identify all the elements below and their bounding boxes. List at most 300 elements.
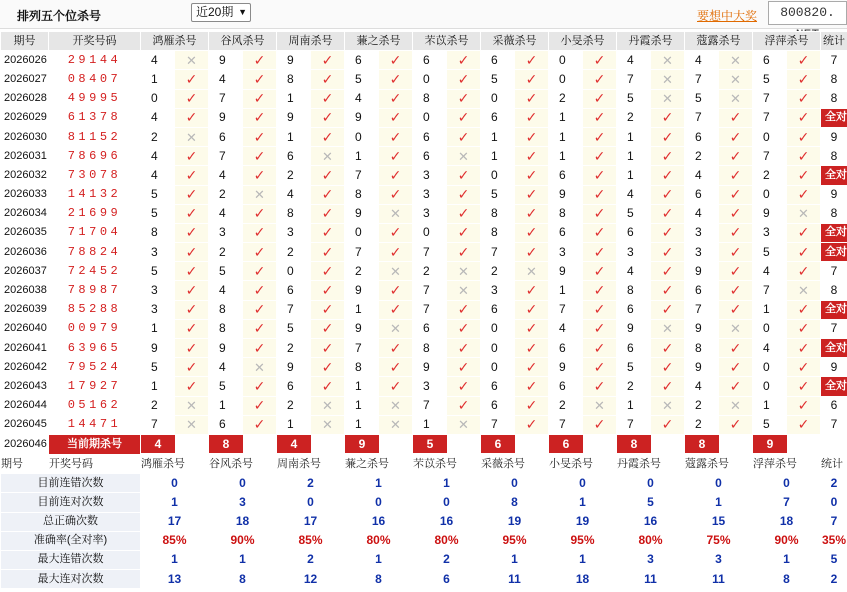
check-icon: ✓	[175, 281, 209, 300]
check-icon: ✓	[379, 108, 413, 127]
table-row	[1, 185, 847, 204]
kill-number-cell: 6	[549, 377, 583, 396]
kill-number-cell: 1	[345, 377, 379, 396]
issue-cell: 2026033	[1, 185, 49, 204]
kill-number-cell: 1	[141, 70, 175, 89]
check-icon: ✓	[515, 396, 549, 415]
check-icon: ✓	[175, 70, 209, 89]
check-icon: ✓	[311, 281, 345, 300]
stats-value: 8	[209, 570, 277, 589]
stat-cell: 6	[821, 396, 847, 415]
stats-value: 3	[617, 550, 685, 569]
issue-cell: 2026027	[1, 70, 49, 89]
cross-icon: ✕	[447, 281, 481, 300]
issue-cell: 2026031	[1, 147, 49, 166]
stats-value: 1	[345, 474, 413, 493]
kill-number-cell: 6	[753, 51, 787, 70]
check-icon: ✓	[379, 147, 413, 166]
kill-number-cell: 4	[209, 204, 243, 223]
stats-value: 95%	[549, 531, 617, 550]
kill-number-cell: 4	[617, 51, 651, 70]
stats-value: 35%	[821, 531, 847, 550]
issue-cell: 2026045	[1, 415, 49, 434]
check-icon: ✓	[379, 339, 413, 358]
header-killer: 芣苡杀号	[413, 32, 481, 51]
table-row	[1, 223, 847, 242]
stats-value: 90%	[209, 531, 277, 550]
stats-value: 2	[277, 550, 345, 569]
issue-cell: 2026036	[1, 243, 49, 262]
table-row	[1, 70, 847, 89]
check-icon: ✓	[719, 262, 753, 281]
check-icon: ✓	[311, 319, 345, 338]
kill-number-cell: 5	[753, 415, 787, 434]
stats-value: 5	[617, 493, 685, 512]
check-icon: ✓	[515, 108, 549, 127]
stats-value: 2	[821, 570, 847, 589]
kill-number-cell: 8	[209, 319, 243, 338]
stat-cell: 8	[821, 147, 847, 166]
current-kill-cell	[549, 434, 617, 454]
stats-value: 6	[413, 570, 481, 589]
header-killer: 丹霞杀号	[617, 32, 685, 51]
kill-number-cell: 6	[617, 339, 651, 358]
cross-icon: ✕	[719, 51, 753, 70]
kill-number-cell: 9	[685, 262, 719, 281]
check-icon: ✓	[379, 89, 413, 108]
issue-cell: 2026038	[1, 281, 49, 300]
kill-number-cell: 5	[617, 358, 651, 377]
current-period-row	[1, 434, 847, 454]
stats-value: 90%	[753, 531, 821, 550]
current-issue-cell: 2026046	[1, 434, 49, 454]
stats-value: 1	[685, 493, 753, 512]
check-icon: ✓	[719, 339, 753, 358]
kill-number-cell: 9	[209, 108, 243, 127]
cross-icon: ✕	[379, 204, 413, 223]
table-row	[1, 396, 847, 415]
current-row	[1, 434, 847, 454]
kill-number-cell: 3	[413, 166, 447, 185]
current-kill-badge: 5	[413, 435, 447, 453]
cross-icon: ✕	[447, 147, 481, 166]
stats-header	[1, 454, 847, 473]
kill-number-cell: 6	[549, 166, 583, 185]
stat-cell: 7	[821, 51, 847, 70]
cross-icon: ✕	[583, 396, 617, 415]
cross-icon: ✕	[379, 415, 413, 434]
kill-number-cell: 3	[209, 223, 243, 242]
kill-number-cell: 7	[549, 415, 583, 434]
kill-number-cell: 2	[345, 262, 379, 281]
kill-number-cell: 7	[345, 243, 379, 262]
check-icon: ✓	[379, 51, 413, 70]
check-icon: ✓	[583, 243, 617, 262]
period-range-select[interactable]	[191, 3, 251, 22]
kill-number-cell: 2	[277, 396, 311, 415]
kill-number-cell: 1	[481, 147, 515, 166]
check-icon: ✓	[175, 185, 209, 204]
kill-number-cell: 6	[685, 281, 719, 300]
kill-number-cell: 1	[413, 415, 447, 434]
kill-number-cell: 2	[617, 377, 651, 396]
stats-value: 3	[209, 493, 277, 512]
check-icon: ✓	[311, 300, 345, 319]
check-icon: ✓	[311, 127, 345, 146]
check-icon: ✓	[515, 166, 549, 185]
kill-number-cell: 0	[481, 319, 515, 338]
cross-icon: ✕	[787, 281, 821, 300]
stats-value: 2	[413, 550, 481, 569]
check-icon: ✓	[583, 223, 617, 242]
stat-cell: 8	[821, 204, 847, 223]
kill-number-cell: 0	[413, 108, 447, 127]
check-icon: ✓	[243, 243, 277, 262]
cross-icon: ✕	[379, 396, 413, 415]
kill-number-cell: 7	[753, 281, 787, 300]
kill-number-cell: 9	[345, 281, 379, 300]
issue-cell: 2026032	[1, 166, 49, 185]
cross-icon: ✕	[651, 396, 685, 415]
kill-number-cell: 3	[141, 243, 175, 262]
issue-cell: 2026042	[1, 358, 49, 377]
draw-number-cell: 85288	[49, 300, 141, 319]
header-killer: 鸿雁杀号	[141, 32, 209, 51]
kill-number-cell: 7	[549, 300, 583, 319]
kill-number-cell: 2	[753, 166, 787, 185]
table-row	[1, 339, 847, 358]
all-correct-badge: 全对	[821, 300, 847, 319]
kill-number-cell: 1	[617, 166, 651, 185]
kill-number-cell: 0	[141, 89, 175, 108]
kill-number-cell: 1	[141, 377, 175, 396]
kill-number-cell: 9	[685, 358, 719, 377]
check-icon: ✓	[719, 204, 753, 223]
header-draw: 开奖号码	[49, 32, 141, 51]
kill-number-cell: 1	[549, 147, 583, 166]
table-row	[1, 300, 847, 319]
check-icon: ✓	[311, 70, 345, 89]
check-icon: ✓	[311, 108, 345, 127]
current-kill-badge: 8	[617, 435, 651, 453]
stats-value: 1	[345, 550, 413, 569]
check-icon: ✓	[583, 127, 617, 146]
table-row	[1, 243, 847, 262]
cross-icon: ✕	[447, 415, 481, 434]
current-kill-badge: 6	[549, 435, 583, 453]
check-icon: ✓	[243, 127, 277, 146]
check-icon: ✓	[719, 108, 753, 127]
stat-cell: 9	[821, 127, 847, 146]
promo-link[interactable]: 要想中大奖	[697, 9, 758, 23]
check-icon: ✓	[787, 70, 821, 89]
current-kill-label: 当前期杀号	[49, 434, 141, 454]
stats-value: 16	[617, 512, 685, 531]
check-icon: ✓	[379, 300, 413, 319]
check-icon: ✓	[379, 185, 413, 204]
kill-number-cell: 0	[345, 127, 379, 146]
kill-number-cell: 5	[753, 243, 787, 262]
stats-label: 目前连错次数	[1, 474, 141, 493]
kill-number-cell: 4	[209, 70, 243, 89]
stats-row	[1, 512, 847, 531]
kill-number-cell: 7	[481, 243, 515, 262]
stat-cell: 8	[821, 89, 847, 108]
check-icon: ✓	[651, 127, 685, 146]
kill-number-cell: 1	[345, 300, 379, 319]
kill-number-cell: 7	[617, 70, 651, 89]
kill-number-cell: 4	[549, 319, 583, 338]
table-row	[1, 204, 847, 223]
kill-number-cell: 2	[141, 127, 175, 146]
kill-number-cell: 0	[549, 51, 583, 70]
cross-icon: ✕	[175, 415, 209, 434]
kill-number-cell: 7	[753, 147, 787, 166]
kill-number-cell: 3	[141, 281, 175, 300]
draw-number-cell: 14471	[49, 415, 141, 434]
kill-number-cell: 9	[345, 204, 379, 223]
draw-number-cell: 71704	[49, 223, 141, 242]
kill-number-cell: 4	[753, 339, 787, 358]
kill-number-cell: 9	[549, 358, 583, 377]
stats-value: 1	[413, 474, 481, 493]
all-correct-badge: 全对	[821, 377, 847, 396]
kill-number-cell: 7	[685, 70, 719, 89]
kill-number-cell: 0	[549, 70, 583, 89]
current-kill-cell	[345, 434, 413, 454]
kill-number-cell: 5	[685, 89, 719, 108]
kill-number-cell: 4	[277, 185, 311, 204]
check-icon: ✓	[515, 51, 549, 70]
check-icon: ✓	[583, 300, 617, 319]
kill-number-cell: 1	[549, 108, 583, 127]
check-icon: ✓	[243, 51, 277, 70]
kill-number-cell: 9	[277, 358, 311, 377]
check-icon: ✓	[583, 377, 617, 396]
cross-icon: ✕	[719, 89, 753, 108]
stats-value: 0	[209, 474, 277, 493]
stats-value: 1	[141, 493, 209, 512]
draw-number-cell: 14132	[49, 185, 141, 204]
check-icon: ✓	[447, 319, 481, 338]
check-icon: ✓	[719, 281, 753, 300]
kill-number-cell: 6	[209, 127, 243, 146]
issue-cell: 2026044	[1, 396, 49, 415]
chevron-down-icon: ▼	[238, 7, 247, 17]
check-icon: ✓	[515, 415, 549, 434]
stat-cell: 7	[821, 319, 847, 338]
header-killer: 谷风杀号	[209, 454, 277, 473]
stat-cell: 8	[821, 70, 847, 89]
kill-number-cell: 5	[277, 319, 311, 338]
table-row	[1, 358, 847, 377]
kill-number-cell: 6	[617, 300, 651, 319]
header-killer: 采薇杀号	[481, 454, 549, 473]
check-icon: ✓	[447, 300, 481, 319]
current-kill-cell	[277, 434, 345, 454]
current-kill-cell	[209, 434, 277, 454]
stats-row	[1, 474, 847, 493]
kill-number-cell: 1	[277, 89, 311, 108]
check-icon: ✓	[243, 223, 277, 242]
table-row	[1, 147, 847, 166]
kill-number-cell: 8	[413, 89, 447, 108]
check-icon: ✓	[515, 300, 549, 319]
kill-number-cell: 5	[481, 70, 515, 89]
check-icon: ✓	[583, 166, 617, 185]
check-icon: ✓	[175, 300, 209, 319]
header-killer: 小旻杀号	[549, 32, 617, 51]
kill-number-cell: 3	[413, 204, 447, 223]
check-icon: ✓	[447, 204, 481, 223]
stats-label: 准确率(全对率)	[1, 531, 141, 550]
kill-number-cell: 0	[481, 166, 515, 185]
stat-cell: 9	[821, 358, 847, 377]
check-icon: ✓	[311, 89, 345, 108]
kill-number-cell: 0	[277, 262, 311, 281]
kill-number-cell: 7	[753, 89, 787, 108]
check-icon: ✓	[651, 108, 685, 127]
check-icon: ✓	[787, 108, 821, 127]
stats-value: 75%	[685, 531, 753, 550]
kill-number-cell: 7	[277, 300, 311, 319]
header-killer: 芣苡杀号	[413, 454, 481, 473]
cross-icon: ✕	[515, 262, 549, 281]
check-icon: ✓	[515, 339, 549, 358]
kill-number-cell: 4	[753, 262, 787, 281]
current-kill-badge: 4	[277, 435, 311, 453]
check-icon: ✓	[447, 358, 481, 377]
stats-value: 7	[821, 512, 847, 531]
check-icon: ✓	[787, 415, 821, 434]
all-correct-badge: 全对	[821, 339, 847, 358]
check-icon: ✓	[175, 262, 209, 281]
draw-number-cell: 00979	[49, 319, 141, 338]
kill-number-cell: 5	[753, 70, 787, 89]
check-icon: ✓	[719, 223, 753, 242]
kill-number-cell: 7	[413, 300, 447, 319]
check-icon: ✓	[787, 185, 821, 204]
cross-icon: ✕	[651, 89, 685, 108]
check-icon: ✓	[447, 89, 481, 108]
table-row	[1, 377, 847, 396]
kill-number-cell: 1	[549, 127, 583, 146]
check-icon: ✓	[447, 70, 481, 89]
check-icon: ✓	[651, 300, 685, 319]
stats-label: 目前连对次数	[1, 493, 141, 512]
check-icon: ✓	[787, 147, 821, 166]
kill-number-cell: 5	[481, 185, 515, 204]
check-icon: ✓	[651, 243, 685, 262]
check-icon: ✓	[651, 281, 685, 300]
stats-value: 11	[685, 570, 753, 589]
stats-value: 0	[753, 474, 821, 493]
kill-number-cell: 9	[413, 358, 447, 377]
kill-number-cell: 7	[209, 147, 243, 166]
check-icon: ✓	[311, 51, 345, 70]
kill-number-cell: 6	[277, 377, 311, 396]
check-icon: ✓	[719, 377, 753, 396]
header-killer: 采薇杀号	[481, 32, 549, 51]
check-icon: ✓	[719, 300, 753, 319]
kill-number-cell: 6	[685, 185, 719, 204]
kill-number-cell: 4	[141, 166, 175, 185]
draw-number-cell: 78696	[49, 147, 141, 166]
current-kill-badge: 8	[209, 435, 243, 453]
check-icon: ✓	[787, 358, 821, 377]
all-correct-badge: 全对	[821, 243, 847, 262]
check-icon: ✓	[651, 223, 685, 242]
current-kill-badge: 6	[481, 435, 515, 453]
check-icon: ✓	[243, 108, 277, 127]
kill-number-cell: 2	[617, 108, 651, 127]
kill-number-cell: 8	[345, 185, 379, 204]
header-killer: 小旻杀号	[549, 454, 617, 473]
kill-number-cell: 5	[141, 358, 175, 377]
kill-number-cell: 7	[617, 415, 651, 434]
kill-number-cell: 2	[141, 396, 175, 415]
kill-number-cell: 6	[413, 147, 447, 166]
issue-cell: 2026041	[1, 339, 49, 358]
check-icon: ✓	[787, 339, 821, 358]
issue-cell: 2026029	[1, 108, 49, 127]
cross-icon: ✕	[787, 204, 821, 223]
kill-number-cell: 3	[141, 300, 175, 319]
stats-value: 7	[753, 493, 821, 512]
check-icon: ✓	[583, 51, 617, 70]
check-icon: ✓	[447, 377, 481, 396]
header-killer: 谷风杀号	[209, 32, 277, 51]
stats-value: 8	[481, 493, 549, 512]
kill-number-cell: 0	[753, 319, 787, 338]
stats-value: 19	[481, 512, 549, 531]
check-icon: ✓	[243, 300, 277, 319]
kill-number-cell: 6	[413, 127, 447, 146]
stats-value: 8	[345, 570, 413, 589]
cross-icon: ✕	[379, 319, 413, 338]
stat-cell: 7	[821, 262, 847, 281]
table-row	[1, 89, 847, 108]
kill-number-cell: 6	[277, 281, 311, 300]
kill-number-cell: 4	[617, 185, 651, 204]
kill-number-cell: 9	[141, 339, 175, 358]
header-killer: 丹霞杀号	[617, 454, 685, 473]
kill-number-cell: 2	[685, 147, 719, 166]
stats-row	[1, 493, 847, 512]
header-issue: 期号	[1, 454, 49, 473]
kill-number-cell: 4	[685, 204, 719, 223]
top-bar	[0, 0, 847, 29]
check-icon: ✓	[651, 147, 685, 166]
stats-row	[1, 531, 847, 550]
check-icon: ✓	[583, 185, 617, 204]
stats-value: 19	[549, 512, 617, 531]
kill-number-cell: 8	[685, 339, 719, 358]
kill-number-cell: 4	[685, 166, 719, 185]
cross-icon: ✕	[719, 319, 753, 338]
current-kill-badge: 4	[141, 435, 175, 453]
kill-number-cell: 8	[549, 204, 583, 223]
stats-label: 最大连错次数	[1, 550, 141, 569]
site-badge[interactable]: 800820.	[768, 1, 847, 25]
check-icon: ✓	[447, 51, 481, 70]
current-stat-cell	[821, 434, 847, 454]
table-row	[1, 319, 847, 338]
stats-value: 3	[685, 550, 753, 569]
kill-number-cell: 6	[413, 51, 447, 70]
stats-value: 18	[209, 512, 277, 531]
kill-number-cell: 2	[549, 89, 583, 108]
